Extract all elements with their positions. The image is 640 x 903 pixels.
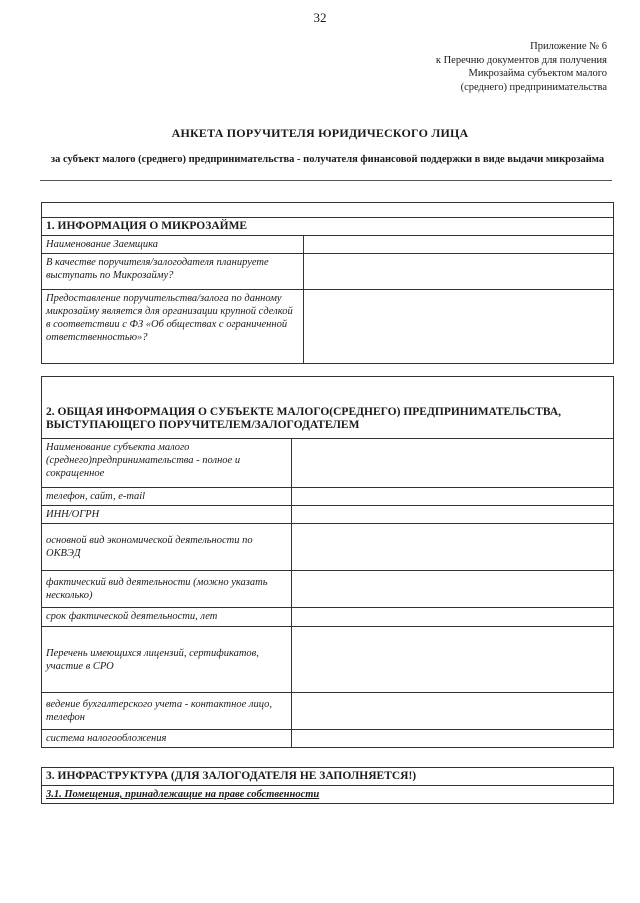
- field-value-input[interactable]: [292, 608, 614, 627]
- field-value-input[interactable]: [292, 627, 614, 693]
- section-1-heading: 1. ИНФОРМАЦИЯ О МИКРОЗАЙМЕ: [42, 218, 614, 236]
- field-value-input[interactable]: [304, 290, 614, 364]
- field-value-input[interactable]: [304, 236, 614, 254]
- appendix-line-2: к Перечню документов для получения: [435, 54, 607, 66]
- field-value-input[interactable]: [292, 571, 614, 608]
- field-label: срок фактической деятельности, лет: [42, 608, 292, 627]
- appendix-line-4: (среднего) предпринимательства: [460, 81, 607, 93]
- field-label: Наименование Заемщика: [42, 236, 304, 254]
- field-label: Наименование субъекта малого (среднего)предпринимательства - полное и сокращенное: [42, 439, 292, 488]
- field-label: телефон, сайт, e-mail: [42, 488, 292, 506]
- field-label: В качестве поручителя/залогодателя планируете выступать по Микрозайму?: [42, 254, 304, 290]
- page-number: 32: [313, 10, 327, 25]
- field-label: система налогообложения: [42, 730, 292, 748]
- field-value-input[interactable]: [292, 730, 614, 748]
- appendix-line-1: Приложение № 6: [530, 41, 607, 52]
- field-value-input[interactable]: [292, 524, 614, 571]
- section-2-heading: 2. ОБЩАЯ ИНФОРМАЦИЯ О СУБЪЕКТЕ МАЛОГО(СРЕДНЕГО) ПРЕДПРИНИМАТЕЛЬСТВА, ВЫСТУПАЮЩЕГО ПОРУЧИТЕЛЕМ/ЗАЛОГОДАТЕЛЕМ: [42, 377, 614, 439]
- field-label: Перечень имеющихся лицензий, сертификатов, участие в СРО: [42, 627, 292, 693]
- appendix-line-3: Микрозайма субъектом малого: [468, 68, 607, 79]
- section-2-table: [41, 376, 614, 748]
- field-label: Предоставление поручительства/залога по данному микрозайму является для организации крупной сделкой в соответствии с ФЗ «Об обществах с ограниченной ответственностью»?: [42, 290, 304, 364]
- document-subtitle: за субъект малого (среднего) предпринимательства - получателя финансовой поддержки в виде выдачи микрозайма: [50, 154, 605, 165]
- field-label: ведение бухгалтерского учета - контактное лицо, телефон: [42, 693, 292, 730]
- field-label: основной вид экономической деятельности по ОКВЭД: [42, 524, 292, 571]
- section-1-spacer: [42, 203, 614, 218]
- section-3-table: [41, 767, 614, 804]
- appendix-note: [436, 40, 607, 94]
- field-value-input[interactable]: [304, 254, 614, 290]
- document-title: АНКЕТА ПОРУЧИТЕЛЯ ЮРИДИЧЕСКОГО ЛИЦА: [171, 126, 469, 140]
- field-value-input[interactable]: [292, 439, 614, 488]
- section-3-heading: 3. ИНФРАСТРУКТУРА (ДЛЯ ЗАЛОГОДАТЕЛЯ НЕ ЗАПОЛНЯЕТСЯ!): [42, 768, 614, 786]
- field-label: фактический вид деятельности (можно указать несколько): [42, 571, 292, 608]
- subtitle-underline: [40, 180, 612, 181]
- field-value-input[interactable]: [292, 693, 614, 730]
- field-label: ИНН/ОГРН: [42, 506, 292, 524]
- field-value-input[interactable]: [292, 506, 614, 524]
- section-1-table: [41, 202, 614, 364]
- field-value-input[interactable]: [292, 488, 614, 506]
- section-3-subheading: 3.1. Помещения, принадлежащие на праве собственности: [42, 786, 614, 804]
